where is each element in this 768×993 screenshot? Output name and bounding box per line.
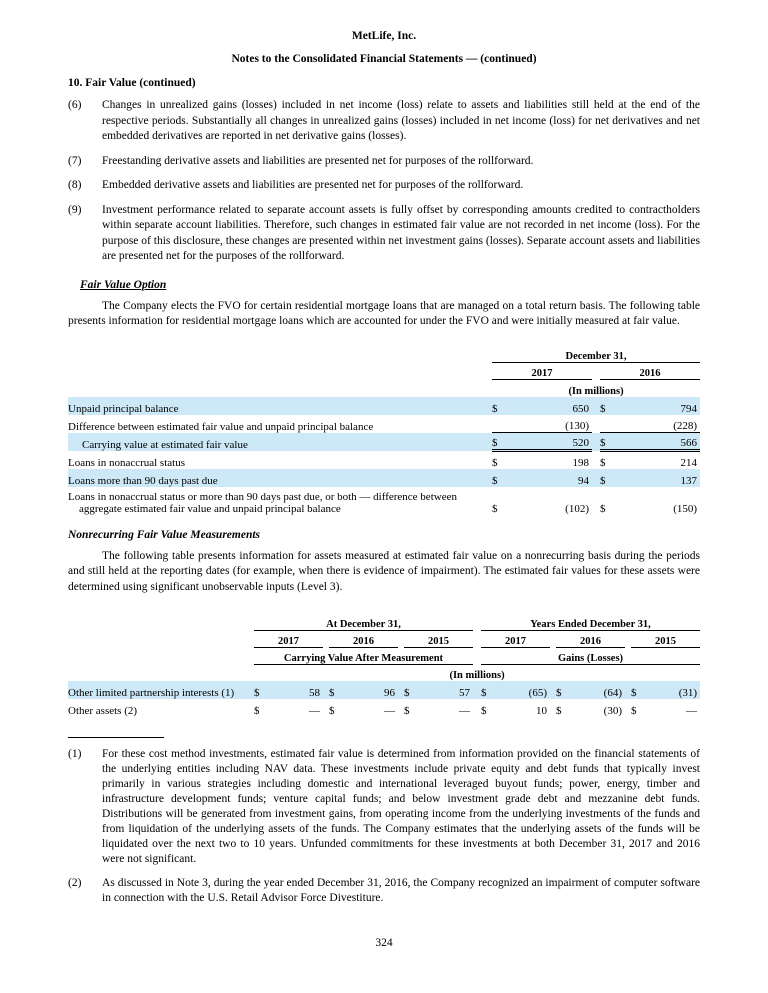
cell-label: Unpaid principal balance [68,397,492,415]
year-header: 2015 [404,630,473,647]
company-name: MetLife, Inc. [351,30,417,42]
cell-value: (130) [506,415,592,433]
footnote-divider [68,737,164,738]
cell-dollar: $ [492,502,498,515]
table-row [68,433,700,451]
cell-dollar: $ [492,456,498,469]
cell-dollar: $ [600,502,606,515]
cell-dollar: $ [254,705,260,717]
cell-label-line2: aggregate estimated fair value and unpaid principal balance [79,502,341,515]
cell-value: 96 [342,681,398,699]
cell-dollar: $ [481,681,494,699]
cell-dollar: $ [329,681,342,699]
cell-label: Loans more than 90 days past due [68,469,492,487]
cell-value: (64) [569,681,625,699]
table-row [68,469,700,487]
footnote-text: Changes in unrealized gains (losses) included in net income (loss) relate to assets and liabilities still held at the end of the respective periods. Substantially all changes in unrealized gains (losses) included in net income (loss) for net derivatives and net embedded derivatives are reported in net derivative gains (losses). [102,99,700,142]
cell-value: (150) [673,502,698,515]
bottom-footnotes [68,747,700,906]
cell-dollar: $ [631,681,644,699]
group2-subheader: Gains (Losses) [481,647,700,664]
footnote-number: (6) [68,99,82,111]
fair-value-option-paragraph: The Company elects the FVO for certain residential mortgage loans that are managed on a total return basis. The following table presents information for residential mortgage loans which are accounted for under the FVO and were initially measured at fair value. [68,299,700,327]
cell-label: Other limited partnership interests (1) [68,681,254,699]
cell-label: Carrying value at estimated fair value [68,433,492,451]
footnote-number: (9) [68,203,82,216]
nonrecurring-paragraph: The following table presents information for assets measured at estimated fair value on a nonrecurring basis during the periods and still held at the reporting dates (for example, when there is evidence of impairment). The estimated fair values for these assets were determined using significant unobservable inputs (Level 3). [68,549,700,593]
cell-value: 57 [417,681,473,699]
footnote-item [68,876,700,906]
cell-value: — [686,705,698,717]
table-row [68,415,700,433]
footnote-item [68,203,700,265]
units-label: (In millions) [449,670,505,681]
table-header-row [68,346,700,363]
cell-dollar: $ [600,456,606,469]
cell-dollar: $ [556,705,562,717]
cell-value: (65) [494,681,550,699]
cell-dollar: $ [254,681,267,699]
cell-value: 650 [506,397,592,415]
footnote-number: (1) [68,748,82,760]
cell-label: Difference between estimated fair value and unpaid principal balance [68,420,374,433]
table-header-row [68,664,700,681]
cell-dollar: $ [492,397,506,415]
cell-dollar: $ [404,681,417,699]
cell-value: (102) [565,502,589,515]
cell-value: 794 [614,397,700,415]
cell-dollar: $ [600,469,614,487]
footnote-item [68,98,700,145]
footnote-number: (8) [68,179,82,191]
table-row [68,397,700,415]
group1-header: At December 31, [254,613,473,630]
document-title: Notes to the Consolidated Financial Statements — (continued) [231,53,537,65]
cell-dollar: $ [600,433,614,451]
cell-value: 214 [680,456,698,469]
footnote-text: For these cost method investments, estimated fair value is determined from information provided on the financial statements of the underlying entities including NAV data. These investments include private equity and debt funds that typically invest primarily in various strategies including domestic and international leveraged buyout funds; power, energy, timber and infrastructure development funds; venture capital funds; and below investment grade debt and mezzanine debt funds. Distributions will be generated from investment gains, from operating income from the underlying investments of the funds and from liquidation of the underlying assets of the funds. The Company estimates that the underlying assets of the funds will be liquidated over the next two to 10 years. Unfunded commitments for these investments at both December 31, 2017 and 2016 were not significant. [102,748,700,865]
footnote-item [68,747,700,867]
cell-dollar: $ [492,433,506,451]
table-header-row [68,630,700,647]
cell-value: 10 [536,705,547,717]
year-header: 2017 [254,630,323,647]
footnote-number: (2) [68,877,82,889]
cell-label: Other assets (2) [68,705,138,717]
cell-label-line1: Loans in nonaccrual status or more than 90 days past due, or both — difference between [68,490,457,503]
cell-value: (31) [644,681,700,699]
cell-dollar: $ [600,397,614,415]
cell-value: 137 [614,469,700,487]
cell-value: (228) [614,415,700,433]
cell-value: 58 [267,681,323,699]
footnote-text: Embedded derivative assets and liabilities are presented net for purposes of the rollforward. [102,179,524,191]
cell-value: 566 [614,433,700,451]
cell-value: — [309,705,320,717]
cell-dollar: $ [556,681,569,699]
cell-dollar: $ [329,705,335,717]
group2-header: Years Ended December 31, [481,613,700,630]
units-label: (In millions) [568,385,624,397]
cell-label [68,487,492,515]
cell-value: 520 [506,433,592,451]
cell-dollar: $ [481,705,487,717]
year-header: 2016 [329,630,398,647]
nonrecurring-table [68,613,700,717]
cell-dollar: $ [404,705,410,717]
table-header-row [68,613,700,630]
period-header: December 31, [492,346,700,363]
cell-dollar [492,415,506,433]
cell-value: — [459,705,470,717]
table-row [68,699,700,717]
cell-value: (30) [603,705,622,717]
page-number: 324 [375,937,393,949]
footnote-item [68,178,700,194]
table-row [68,487,700,515]
year-header: 2017 [481,630,550,647]
table-header-row [68,363,700,380]
footnote-text: As discussed in Note 3, during the year ended December 31, 2016, the Company recognized an impairment of computer software in connection with the U.S. Retail Advisor Force Divestiture. [102,877,700,904]
table-row [68,451,700,469]
table-header-row [68,380,700,397]
table-row [68,681,700,699]
cell-dollar [600,415,614,433]
column-header-2016: 2016 [600,363,700,380]
cell-value: 198 [572,456,589,469]
fair-value-option-heading: Fair Value Option [80,278,167,291]
fvo-table [68,346,700,515]
cell-dollar: $ [492,469,506,487]
footnote-item [68,154,700,170]
group1-subheader: Carrying Value After Measurement [254,647,473,664]
column-header-2017: 2017 [492,363,592,380]
nonrecurring-heading: Nonrecurring Fair Value Measurements [68,528,261,541]
table-notes-list [68,98,700,265]
cell-value: — [384,705,395,717]
cell-dollar: $ [631,705,637,717]
footnote-text: Freestanding derivative assets and liabilities are presented net for purposes of the rollforward. [102,154,534,167]
table-header-row [68,647,700,664]
footnote-number: (7) [68,154,82,167]
section-heading: 10. Fair Value (continued) [68,77,196,89]
cell-value: 94 [506,469,592,487]
footnote-text: Investment performance related to separate account assets is fully offset by corresponding amounts credited to contractholders within separate account liabilities. Therefore, such changes in estimated fair value are not recorded in net income (loss). For the purpose of this disclosure, these changes are presented within net investment gains (losses). Separate account assets and liabilities are presented net for the purposes of the rollforward. [102,203,700,262]
year-header: 2016 [556,630,625,647]
cell-label: Loans in nonaccrual status [68,456,185,469]
year-header: 2015 [631,630,700,647]
